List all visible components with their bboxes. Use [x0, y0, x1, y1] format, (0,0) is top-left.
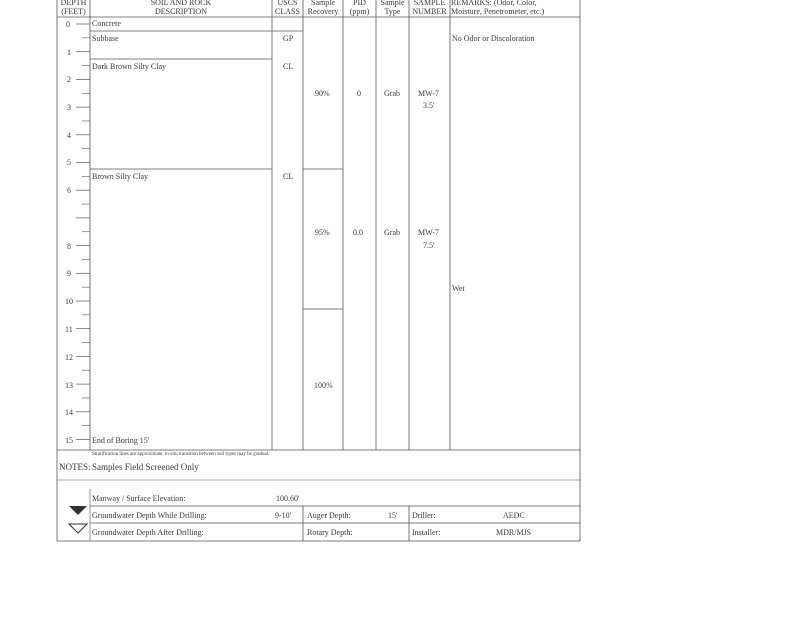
- gw-after-label: Groundwater Depth After Drilling:: [92, 528, 204, 537]
- elevation-value: 100.60': [276, 494, 300, 503]
- groundwater-filled-triangle-icon: [68, 505, 88, 517]
- sample-pid: 0: [357, 89, 361, 98]
- gw-while-label: Groundwater Depth While Drilling:: [92, 511, 207, 520]
- rotary-label: Rotary Depth:: [307, 528, 353, 537]
- sample-recovery: 90%: [315, 89, 330, 98]
- sample-depth: 3.5': [423, 101, 435, 110]
- auger-label: Auger Depth:: [307, 511, 351, 520]
- layer-description: Concrete: [92, 19, 121, 28]
- depth-label: 0: [66, 20, 70, 29]
- sample-depth: 7.5': [423, 241, 435, 250]
- sample-pid: 0.0: [353, 228, 363, 237]
- depth-label: 2: [67, 75, 71, 84]
- depth-label: 1: [67, 48, 71, 57]
- depth-label: 9: [67, 269, 71, 278]
- installer-label: Installer:: [412, 528, 441, 537]
- depth-label: 12: [65, 353, 73, 362]
- notes-label: NOTES:: [59, 462, 91, 472]
- notes-text: Samples Field Screened Only: [92, 462, 199, 472]
- installer-value: MDR/MJS: [496, 528, 532, 537]
- stratification-footnote: Stratification lines are approximate, in-situ transition between soil types may be gradual.: [92, 452, 270, 457]
- depth-label: 15: [65, 436, 73, 445]
- header-depth: DEPTH (FEET): [60, 0, 87, 16]
- depth-label: 14: [65, 408, 73, 417]
- elevation-label: Manway / Surface Elevation:: [92, 494, 186, 503]
- header-description: SOIL AND ROCK DESCRIPTION: [150, 0, 212, 16]
- header-recovery: Sample Recovery: [307, 0, 339, 16]
- uscs-class: CL: [283, 172, 294, 181]
- depth-label: 4: [67, 131, 71, 140]
- sample-number: MW-7: [418, 228, 439, 237]
- sample-type: Grab: [384, 89, 400, 98]
- depth-label: 11: [65, 325, 73, 334]
- groundwater-open-triangle-icon: [68, 523, 88, 535]
- uscs-class: CL: [283, 62, 294, 71]
- remark-first: No Odor or Discoloration: [452, 34, 535, 43]
- header-sample-type: Sample Type: [380, 0, 405, 16]
- layer-description: End of Boring 15': [92, 436, 150, 445]
- depth-label: 5: [67, 158, 71, 167]
- layer-description: Dark Brown Silty Clay: [92, 62, 166, 71]
- depth-label: 3: [67, 103, 71, 112]
- header-remarks: REMARKS: (Odor, Color, Moisture, Penetrometer, etc.): [451, 0, 545, 16]
- layer-description: Brown Silty Clay: [92, 172, 149, 181]
- depth-label: 6: [67, 186, 71, 195]
- sample-recovery: 95%: [315, 228, 330, 237]
- auger-value: 15': [388, 511, 398, 520]
- sample-number: MW-7: [418, 89, 439, 98]
- depth-label: 8: [67, 242, 71, 251]
- driller-label: Driller:: [412, 511, 436, 520]
- header-sample-number: SAMPLE NUMBER: [412, 0, 447, 16]
- header-uscs: USCS CLASS: [275, 0, 300, 16]
- uscs-class: GP: [283, 34, 294, 43]
- header-pid: PID (ppm): [349, 0, 370, 16]
- sample-type: Grab: [384, 228, 400, 237]
- depth-label: 13: [65, 381, 73, 390]
- gw-while-value: 9-10': [275, 511, 292, 520]
- sample-recovery: 100%: [314, 381, 333, 390]
- driller-value: AEDC: [503, 511, 525, 520]
- remark-wet: Wet: [452, 284, 465, 293]
- depth-label: 10: [65, 297, 73, 306]
- layer-description: Subbase: [92, 34, 119, 43]
